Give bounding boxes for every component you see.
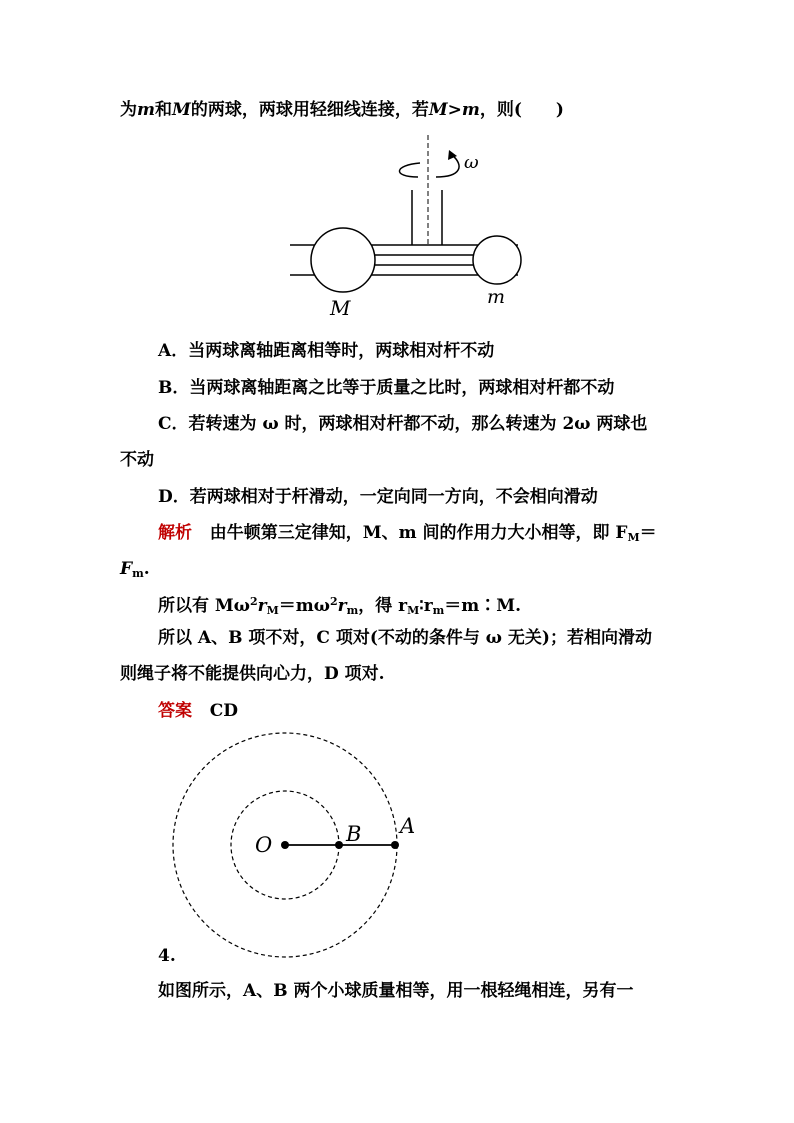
- label-b: B: [346, 822, 362, 846]
- answer-line: [158, 700, 238, 722]
- analysis-line2: $F_m$.: [120, 559, 150, 580]
- question4-stem: 如图所示，A、B 两个小球质量相等，用一根轻绳相连，另有一: [158, 981, 634, 1001]
- label-small-ball: m: [487, 286, 506, 308]
- point-a: [391, 841, 399, 849]
- analysis-line4: 所以 A、B 项不对，C 项对(不动的条件与 ω 无关)；若相向滑动: [158, 628, 652, 648]
- option-a: A．当两球离轴距离相等时，两球相对杆不动: [158, 341, 495, 361]
- point-o: [281, 841, 289, 849]
- rotating-rod-figure: [284, 135, 544, 335]
- point-b: [335, 841, 343, 849]
- option-d: D．若两球相对于杆滑动，一定向同一方向，不会相向滑动: [158, 487, 598, 507]
- analysis-label: 解析: [158, 523, 192, 543]
- label-a: A: [400, 814, 416, 838]
- question3-stem: 为m和M的两球，两球用轻细线连接，若M>m，则( ): [120, 100, 564, 120]
- analysis-line5: 则绳子将不能提供向心力，D 项对.: [120, 664, 385, 684]
- concentric-circles-figure: [170, 732, 420, 962]
- question4-number: 4.: [158, 946, 176, 966]
- ball-small: [473, 236, 521, 284]
- option-b: B．当两球离轴距离之比等于质量之比时，两球相对杆都不动: [158, 378, 615, 398]
- analysis-line3: 所以有 $M\omega^2r_M=m\omega^2r_m$，得 $r_M∶r_m=m∶M$.: [158, 595, 522, 617]
- option-c-line2: 不动: [120, 450, 154, 470]
- analysis-line1: 解析 由牛顿第三定律知，M、m 间的作用力大小相等，即 $F_M=$: [158, 523, 657, 544]
- omega-label: ω: [464, 152, 479, 173]
- option-c-line1: C．若转速为 ω 时，两球相对杆都不动，那么转速为 2ω 两球也: [158, 414, 648, 434]
- label-big-ball: M: [330, 296, 351, 320]
- ball-big: [311, 228, 375, 292]
- answer-value: CD: [209, 701, 239, 721]
- label-o: O: [255, 833, 273, 857]
- answer-label: 答案: [158, 701, 192, 721]
